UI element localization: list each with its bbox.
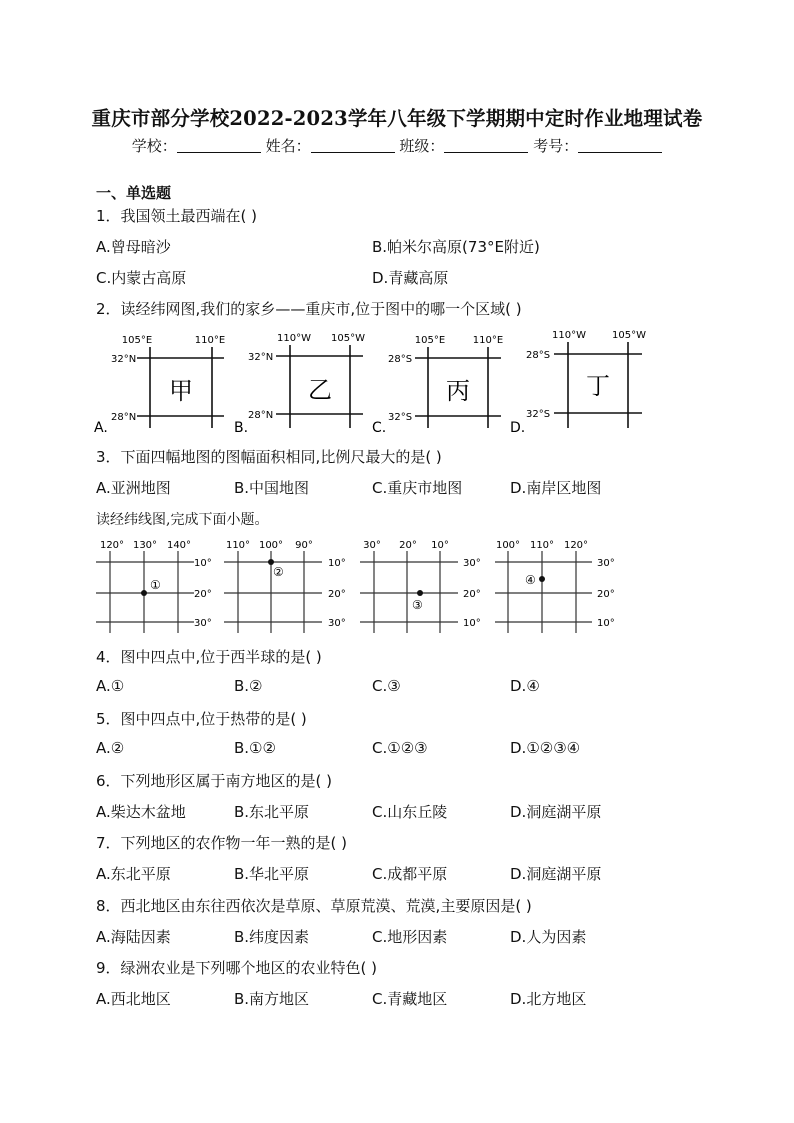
question-8-option-d[interactable]: D.人为因素 <box>510 928 587 946</box>
grid-a-top-left: 105°E <box>121 335 153 346</box>
question-9-option-a[interactable]: A.西北地区 <box>96 990 171 1008</box>
question-7-option-d[interactable]: D.洞庭湖平原 <box>510 865 602 883</box>
question-7-option-b[interactable]: B.华北平原 <box>234 865 310 883</box>
grid2-lat-3: 30° <box>328 618 346 629</box>
question-3-option-b[interactable]: B.中国地图 <box>234 479 310 497</box>
grid-c-side-bottom: 32°S <box>388 412 413 423</box>
grid-b-option-label: B. <box>234 420 249 436</box>
grid2-lon-1: 110° <box>225 540 251 551</box>
grid-b-side-bottom: 28°N <box>248 410 274 421</box>
grid2-lat-2: 20° <box>328 589 346 600</box>
grid3-lat-2: 20° <box>463 589 481 600</box>
grid4-mark: ④ <box>525 573 536 587</box>
grid2-lon-2: 100° <box>258 540 284 551</box>
question-5-option-b[interactable]: B.①② <box>234 739 276 757</box>
question-8-stem: 8．西北地区由东往西依次是草原、草原荒漠、荒漠,主要原因是( ) <box>96 897 532 915</box>
question-1-option-d[interactable]: D.青藏高原 <box>372 269 449 287</box>
grid-b-top-left: 110°W <box>277 333 311 344</box>
grid4-point <box>539 576 545 582</box>
question-7-stem: 7．下列地区的农作物一年一熟的是( ) <box>96 834 348 852</box>
exam-no-label: 考号： <box>533 137 579 155</box>
question-5-option-d[interactable]: D.①②③④ <box>510 739 581 757</box>
question-4-option-c[interactable]: C.③ <box>372 677 401 695</box>
grid-c-side-top: 28°S <box>388 354 413 365</box>
grid1-lat-3: 30° <box>194 618 212 629</box>
grid-d-option-label: D. <box>510 420 526 436</box>
grid1-point <box>141 590 147 596</box>
question-9-option-c[interactable]: C.青藏地区 <box>372 990 448 1008</box>
class-label: 班级： <box>399 137 445 155</box>
grid4-lat-2: 20° <box>597 589 615 600</box>
grid-c-char: 丙 <box>446 377 470 405</box>
question-1-option-a[interactable]: A.曾母暗沙 <box>96 238 171 256</box>
grid1-lon-1: 120° <box>99 540 125 551</box>
question-4-option-b[interactable]: B.② <box>234 677 263 695</box>
exam-no-blank[interactable] <box>578 138 662 153</box>
instruction-text: 读经纬线图,完成下面小题。 <box>96 512 269 528</box>
latlong-grid-3 <box>360 540 481 633</box>
page-title: 重庆市部分学校2022-2023学年八年级下学期期中定时作业地理试卷 <box>91 107 703 130</box>
grid2-lat-1: 10° <box>328 558 346 569</box>
question-1-option-b[interactable]: B.帕米尔高原(73°E附近) <box>372 238 540 256</box>
grid4-lon-2: 110° <box>529 540 555 551</box>
question-5-option-a[interactable]: A.② <box>96 739 125 757</box>
grid3-lat-3: 10° <box>463 618 481 629</box>
question-2-diagrams <box>90 328 660 436</box>
grid-b-top-right: 105°W <box>331 333 365 344</box>
question-6-option-c[interactable]: C.山东丘陵 <box>372 803 448 821</box>
grid2-mark: ② <box>273 565 284 579</box>
grid-a-char: 甲 <box>169 377 193 405</box>
question-6-option-b[interactable]: B.东北平原 <box>234 803 310 821</box>
question-1-option-c[interactable]: C.内蒙古高原 <box>96 269 187 287</box>
grid3-mark: ③ <box>412 598 423 612</box>
grid-c-top-left: 105°E <box>414 335 446 346</box>
grid-d-top-right: 105°W <box>612 330 646 341</box>
student-info-line <box>0 135 794 156</box>
section-heading: 一、单选题 <box>96 184 172 202</box>
grid1-lon-3: 140° <box>166 540 192 551</box>
grid1-lat-2: 20° <box>194 589 212 600</box>
grid-a-side-top: 32°N <box>111 354 137 365</box>
grid-option-d[interactable] <box>510 330 646 436</box>
grid4-lon-3: 120° <box>563 540 589 551</box>
question-5-option-c[interactable]: C.①②③ <box>372 739 428 757</box>
question-3-stem: 3．下面四幅地图的图幅面积相同,比例尺最大的是( ) <box>96 448 442 466</box>
question-9-option-d[interactable]: D.北方地区 <box>510 990 587 1008</box>
class-blank[interactable] <box>444 138 528 153</box>
question-1-stem: 1．我国领土最西端在( ) <box>96 207 258 225</box>
latlong-grid-4 <box>495 540 615 633</box>
grid3-point <box>417 590 423 596</box>
latlong-grid-1 <box>96 540 212 633</box>
question-3-option-c[interactable]: C.重庆市地图 <box>372 479 463 497</box>
grid3-lon-3: 10° <box>431 540 449 551</box>
grid1-lon-2: 130° <box>132 540 158 551</box>
grid-a-top-right: 110°E <box>194 335 226 346</box>
grid-option-b[interactable] <box>234 333 365 436</box>
grid1-lat-1: 10° <box>194 558 212 569</box>
question-4-stem: 4．图中四点中,位于西半球的是( ) <box>96 648 322 666</box>
grid-option-c[interactable] <box>372 335 503 436</box>
question-8-option-c[interactable]: C.地形因素 <box>372 928 448 946</box>
grid3-lon-2: 20° <box>399 540 417 551</box>
school-label: 学校： <box>131 137 177 155</box>
grid3-lon-1: 30° <box>363 540 381 551</box>
grid-a-side-bottom: 28°N <box>111 412 137 423</box>
question-4-option-d[interactable]: D.④ <box>510 677 540 695</box>
question-2-stem: 2．读经纬网图,我们的家乡——重庆市,位于图中的哪一个区域( ) <box>96 300 522 318</box>
grid-b-side-top: 32°N <box>248 352 274 363</box>
grid4-lat-1: 30° <box>597 558 615 569</box>
grid-c-option-label: C. <box>372 420 387 436</box>
question-4-option-a[interactable]: A.① <box>96 677 125 695</box>
lat-long-diagrams <box>90 533 630 637</box>
question-9-option-b[interactable]: B.南方地区 <box>234 990 310 1008</box>
grid-d-char: 丁 <box>586 372 610 400</box>
question-8-option-b[interactable]: B.纬度因素 <box>234 928 310 946</box>
question-6-option-a[interactable]: A.柴达木盆地 <box>96 803 186 821</box>
question-6-stem: 6．下列地形区属于南方地区的是( ) <box>96 772 333 790</box>
question-3-option-d[interactable]: D.南岸区地图 <box>510 479 602 497</box>
grid-d-top-left: 110°W <box>552 330 586 341</box>
grid1-mark: ① <box>150 578 161 592</box>
name-label: 姓名： <box>265 137 311 155</box>
question-3-option-a[interactable]: A.亚洲地图 <box>96 479 171 497</box>
grid2-lon-3: 90° <box>295 540 313 551</box>
latlong-grid-2 <box>224 540 346 633</box>
grid4-lat-3: 10° <box>597 618 615 629</box>
question-5-stem: 5．图中四点中,位于热带的是( ) <box>96 710 307 728</box>
grid4-lon-1: 100° <box>495 540 521 551</box>
question-9-stem: 9．绿洲农业是下列哪个地区的农业特色( ) <box>96 959 378 977</box>
question-8-option-a[interactable]: A.海陆因素 <box>96 928 171 946</box>
question-7-option-c[interactable]: C.成都平原 <box>372 865 448 883</box>
name-blank[interactable] <box>311 138 395 153</box>
grid-a-option-label: A. <box>94 420 108 436</box>
question-6-option-d[interactable]: D.洞庭湖平原 <box>510 803 602 821</box>
grid-d-side-bottom: 32°S <box>526 409 551 420</box>
grid3-lat-1: 30° <box>463 558 481 569</box>
grid-c-top-right: 110°E <box>472 335 504 346</box>
grid-b-char: 乙 <box>308 376 332 404</box>
grid-d-side-top: 28°S <box>526 350 551 361</box>
question-7-option-a[interactable]: A.东北平原 <box>96 865 171 883</box>
grid-option-a[interactable] <box>94 335 225 436</box>
school-blank[interactable] <box>177 138 261 153</box>
